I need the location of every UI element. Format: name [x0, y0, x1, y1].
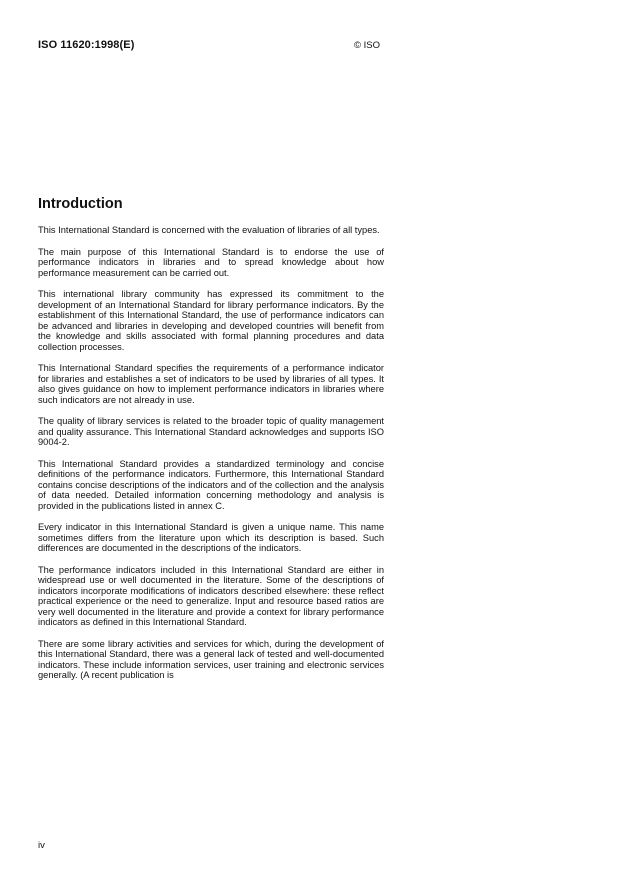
paragraph: The performance indicators included in this International Standard are either in widespread use or well documented in the literature. Some of the descriptions of indicators incorporate modifications of indicators described elsewhere: these reflect practical experience or the need to generalize. Input and resource based ratios are very well documented in the literature and provide a context for library performance indicators as defined in this International Standard.: [38, 564, 384, 627]
paragraph: Every indicator in this International Standard is given a unique name. This name sometimes differs from the literature upon which its description is based. Such differences are documented in the descriptions of the indicators.: [38, 522, 384, 553]
body-text: [38, 225, 384, 692]
section-title: Introduction: [38, 196, 123, 212]
paragraph: This International Standard provides a standardized terminology and concise definitions of the performance indicators. Furthermore, this International Standard contains concise descriptions of the indicators and of the collection and the analysis of data needed. Detailed information concerning methodology and analysis is provided in the publications listed in annex C.: [38, 458, 384, 511]
page-number: iv: [38, 840, 45, 851]
copyright-notice: © ISO: [354, 40, 381, 51]
paragraph: The main purpose of this International Standard is to endorse the use of performance indicators in libraries and to spread knowledge about how performance measurement can be carried out.: [38, 246, 384, 278]
paragraph: The quality of library services is related to the broader topic of quality management and quality assurance. This International Standard acknowledges and supports ISO 9004-2.: [38, 416, 384, 447]
document-id: ISO 11620:1998(E): [38, 39, 135, 51]
paragraph: This international library community has expressed its commitment to the development of an International Standard for library performance indicators. By the establishment of this International Standard, the use of performance indicators can be advanced and libraries in developing and developed countries will benefit from the knowledge and skills associated with formal planning procedures and data collection processes.: [38, 289, 384, 352]
paragraph: This International Standard is concerned with the evaluation of libraries of all types.: [38, 225, 380, 235]
paragraph: This International Standard specifies the requirements of a performance indicator for libraries and establishes a set of indicators to be used by libraries of all types. It also gives guidance on how to implement performance indicators in libraries where such indicators are not already in use.: [38, 363, 384, 405]
paragraph: There are some library activities and services for which, during the development of this International Standard, there was a general lack of tested and well-documented indicators. These include information services, user training and electronic services generally. (A recent publication is: [38, 638, 384, 680]
